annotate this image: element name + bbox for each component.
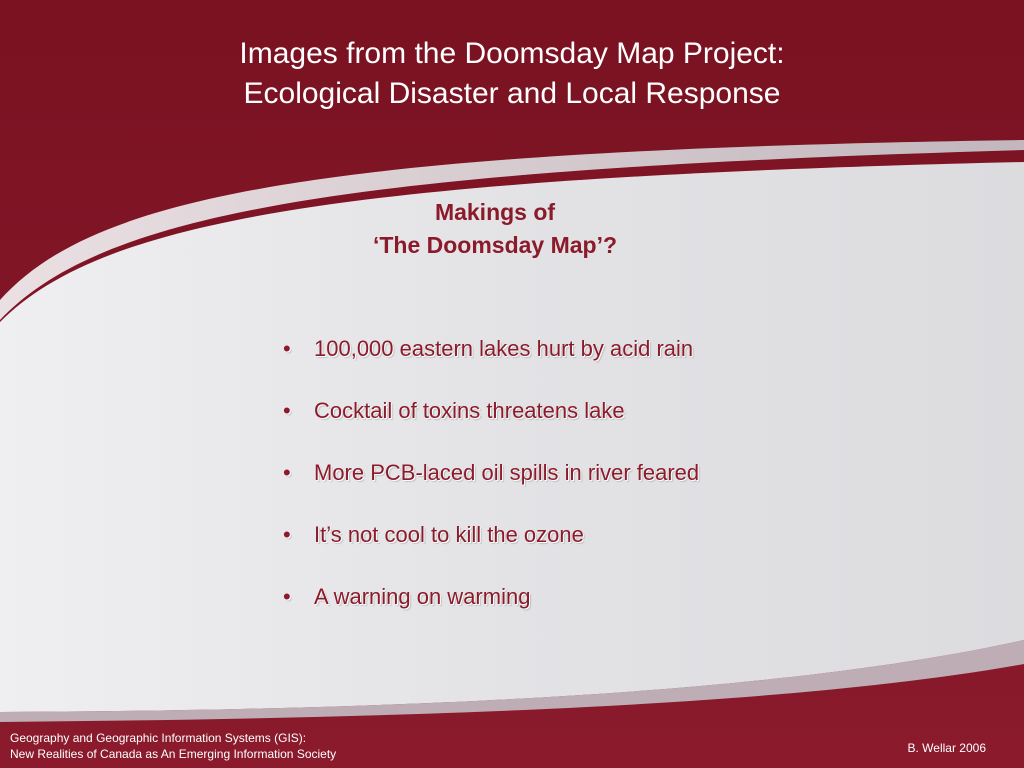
bullet-icon: • (283, 460, 291, 485)
bullet-item (283, 460, 843, 522)
title-line-1: Images from the Doomsday Map Project: (239, 37, 785, 70)
bullet-text: More PCB-laced oil spills in river feared (314, 460, 700, 485)
subtitle-line-1: Makings of (434, 199, 556, 225)
bullet-text: 100,000 eastern lakes hurt by acid rain (314, 336, 694, 361)
footer-line-1: Geography and Geographic Information Systems (GIS): (10, 731, 307, 745)
footer-line-2: New Realities of Canada as An Emerging Information Society (10, 747, 337, 761)
bullet-text: It’s not cool to kill the ozone (314, 522, 584, 547)
slide-subtitle (295, 196, 695, 262)
bullet-item (283, 522, 843, 584)
subtitle-line-2: ‘The Doomsday Map’? (372, 232, 618, 258)
bullet-icon: • (283, 398, 291, 423)
title-line-2: Ecological Disaster and Local Response (243, 77, 781, 110)
bullet-text: A warning on warming (314, 584, 531, 609)
bullet-icon: • (283, 336, 291, 361)
footer-course-title (10, 730, 336, 762)
bullet-text: Cocktail of toxins threatens lake (314, 398, 625, 423)
bullet-icon: • (283, 584, 291, 609)
bullet-icon: • (283, 522, 291, 547)
slide-title (0, 34, 1024, 114)
bullet-item (283, 398, 843, 460)
bullet-item (283, 336, 843, 398)
bullet-item (283, 584, 843, 646)
bullet-list (283, 336, 843, 646)
footer-author: B. Wellar 2006 (907, 741, 986, 755)
